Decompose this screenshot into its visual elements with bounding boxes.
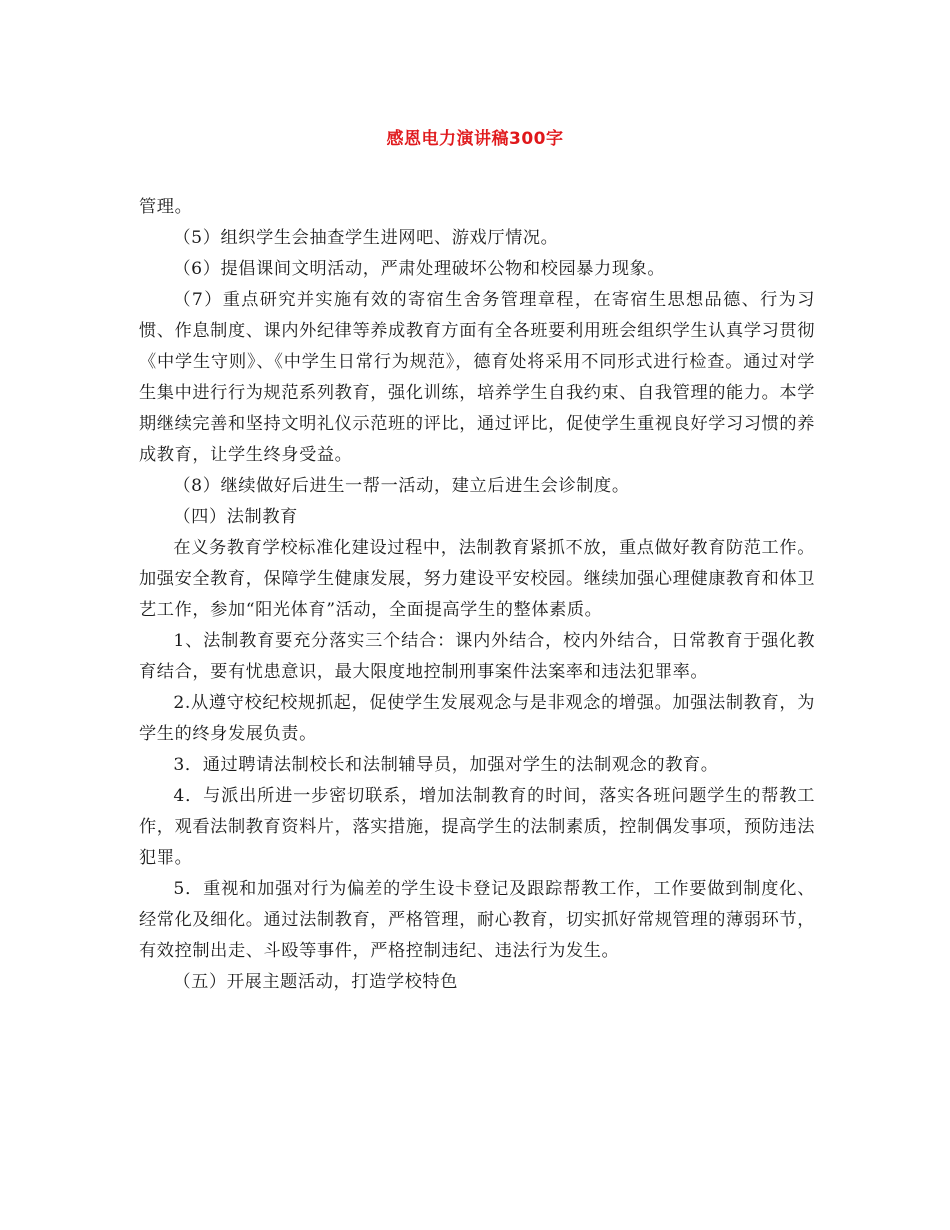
paragraph: 2.从遵守校纪校规抓起，促使学生发展观念与是非观念的增强。加强法制教育，为学生的终身发展负责。 xyxy=(139,693,815,744)
paragraph: 4．与派出所进一步密切联系，增加法制教育的时间，落实各班问题学生的帮教工作，观看法制教育资料片，落实措施，提高学生的法制素质，控制偶发事项，预防违法犯罪。 xyxy=(139,786,815,868)
document-title: 感恩电力演讲稿300字 xyxy=(386,129,564,149)
paragraph: （6）提倡课间文明活动，严肃处理破坏公物和校园暴力现象。 xyxy=(173,259,666,279)
section-heading: （四）法制教育 xyxy=(173,507,298,527)
paragraph: 1、法制教育要充分落实三个结合：课内外结合，校内外结合，日常教育于强化教育结合，要有忧患意识，最大限度地控制刑事案件法案率和违法犯罪率。 xyxy=(139,631,815,682)
paragraph: （7）重点研究并实施有效的寄宿生舍务管理章程，在寄宿生思想品德、行为习惯、作息制度、课内外纪律等养成教育方面有全各班要利用班会组织学生认真学习贯彻《中学生守则》、《中学生日常行为规范》，德育处将采用不同形式进行检查。通过对学生集中进行行为规范系列教育，强化训练，培养学生自我约束、自我管理的能力。本学期继续完善和坚持文明礼仪示范班的评比，通过评比，促使学生重视良好学习习惯的养成教育，让学生终身受益。 xyxy=(139,290,815,465)
section-heading: （五）开展主题活动，打造学校特色 xyxy=(173,972,458,992)
paragraph: （5）组织学生会抽查学生进网吧、游戏厅情况。 xyxy=(173,228,559,248)
paragraph: 3．通过聘请法制校长和法制辅导员，加强对学生的法制观念的教育。 xyxy=(173,755,719,775)
paragraph: 5．重视和加强对行为偏差的学生设卡登记及跟踪帮教工作，工作要做到制度化、经常化及细化。通过法制教育，严格管理，耐心教育，切实抓好常规管理的薄弱环节，有效控制出走、斗殴等事件，严格控制违纪、违法行为发生。 xyxy=(139,879,815,961)
paragraph: （8）继续做好后进生一帮一活动，建立后进生会诊制度。 xyxy=(173,476,630,496)
paragraph: 管理。 xyxy=(139,197,193,217)
paragraph: 在义务教育学校标准化建设过程中，法制教育紧抓不放，重点做好教育防范工作。加强安全教育，保障学生健康发展，努力建设平安校园。继续加强心理健康教育和体卫艺工作，参加“阳光体育”活动，全面提高学生的整体素质。 xyxy=(139,538,815,620)
document-body xyxy=(139,192,815,998)
